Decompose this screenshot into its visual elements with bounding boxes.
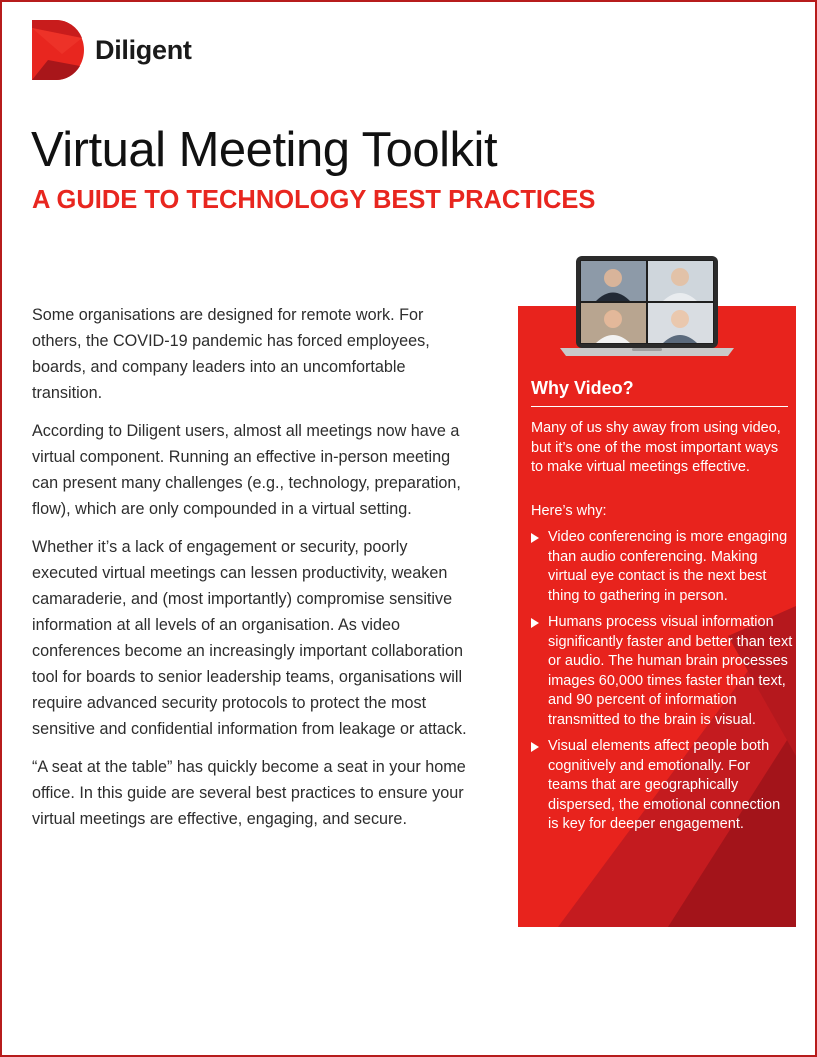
bullet-arrow-icon: [531, 742, 539, 752]
why-video-panel: [518, 306, 796, 927]
bullet-arrow-icon: [531, 533, 539, 543]
bullet-text: Humans process visual information significantly faster and better than text or audio. The human brain processes images 60,000 times faster than text, and 90 percent of information transmitted to the brain is visual.: [548, 614, 793, 728]
list-item: [531, 737, 793, 835]
page-subtitle: A GUIDE TO TECHNOLOGY BEST PRACTICES: [32, 186, 596, 214]
page-title: Virtual Meeting Toolkit: [31, 123, 498, 177]
brand-name: Diligent: [95, 34, 192, 65]
list-item: [531, 613, 793, 730]
heading-divider: [531, 406, 788, 407]
paragraph-1: Some organisations are designed for remote work. For others, the COVID-19 pandemic has forced employees, boards, and company leaders into an uncomfortable transition.: [32, 306, 430, 402]
brand-logo: [32, 20, 192, 80]
intro-body: [32, 302, 472, 844]
paragraph-3: Whether it’s a lack of engagement or security, poorly executed virtual meetings can lessen productivity, weaken camaraderie, and (most importantly) compromise sensitive information at all levels of an organisation. As video conferences become an increasingly important collaboration tool for boards to senior leadership teams, organisations will require advanced security protocols to protect the most sensitive and confidential information from leakage or attack.: [32, 538, 467, 738]
why-video-list: [531, 528, 793, 842]
list-item: [531, 528, 793, 606]
paragraph-4: “A seat at the table” has quickly become a seat in your home office. In this guide are several best practices to ensure your virtual meetings are effective, engaging, and secure.: [32, 758, 466, 828]
why-video-intro: Many of us shy away from using video, but it’s one of the most important ways to make virtual meetings effective.: [531, 420, 781, 475]
why-video-heading: Why Video?: [531, 378, 634, 398]
bullet-arrow-icon: [531, 618, 539, 628]
paragraph-2: According to Diligent users, almost all meetings now have a virtual component. Running an effective in-person meeting can present many challenges (e.g., technology, preparation, flow), which are only compounded in a virtual setting.: [32, 422, 461, 518]
heres-why-label: Here’s why:: [531, 503, 607, 519]
laptop-video-call-icon: [560, 256, 734, 358]
bullet-text: Video conferencing is more engaging than audio conferencing. Making virtual eye contact is the next best thing to gathering in person.: [548, 529, 788, 604]
diligent-logo-icon: [32, 20, 86, 80]
bullet-text: Visual elements affect people both cognitively and emotionally. For teams that are geographically dispersed, the emotional connection is key for deeper engagement.: [548, 738, 781, 832]
